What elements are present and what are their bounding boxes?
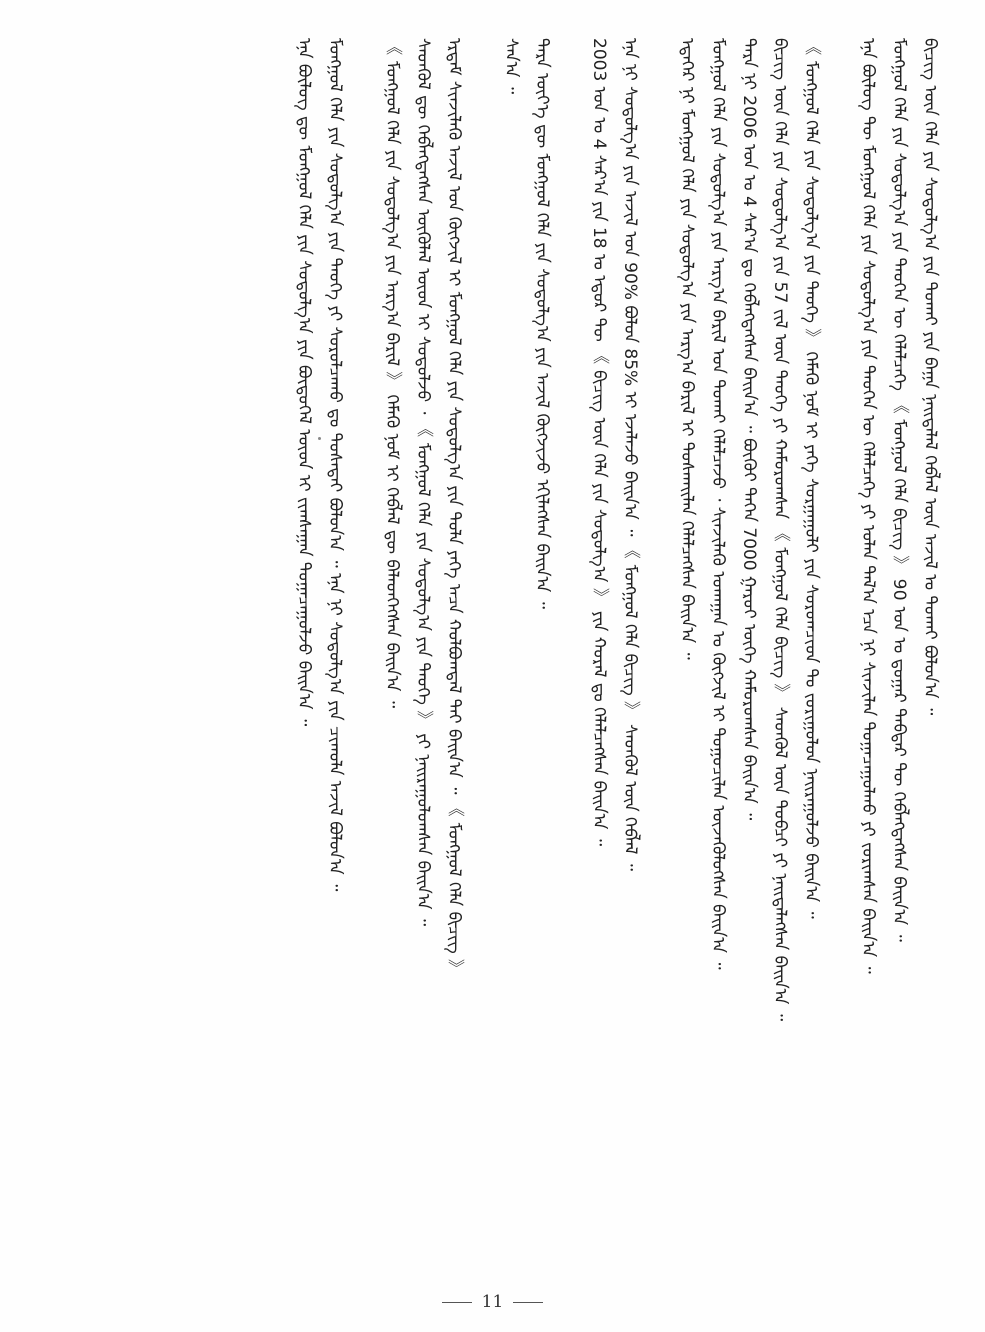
text-column-4: 《 ᠮᠣᠩᠭᠣᠯ ᠬᠡᠯᠡ ᠶᠢᠨ ᠰᠤᠳᠤᠯᠭ᠎ᠠ ᠶᠢᠨ ᠲᠡᠦᠬᠡ 》 ᠬᠡᠮᠡᠬᠦ ᠨᠣᠮ ᠢ ᠶᠡᠬᠡ ᠰᠤᠷᠭᠠᠭᠤᠯᠢ ᠶᠢᠨ ᠰᠤᠷᠤᠭᠴᠢᠳ ᠲᠤ ᠵᠣᠷᠢᠭᠤᠯᠤᠨ ᠨᠠᠢᠷᠠᠭᠤᠯᠵᠤ ᠪᠠᠢᠨ᠎ᠠ ᠃ — [801, 38, 821, 919]
text-column-6: ᠲᠡᠷᠡ ᠨᠢ 2006 ᠣᠨ ᠤ 4 ᠰᠠᠷ᠎ᠠ ᠳᠤ ᠬᠡᠪᠯᠡᠭᠳᠡᠭᠰᠡᠨ ᠪᠠᠢᠨ᠎ᠠ ᠃ ᠪᠦᠬᠦᠢ ᠳᠡᠭᠡᠨ 7000 ᠭᠠᠷᠤᠢ ᠦᠭᠡ ᠬᠠᠮᠤᠷᠤᠭᠰᠠᠨ ᠪᠠᠢᠨ᠎ᠠ ᠃ — [739, 38, 759, 821]
page-number-footer — [0, 1292, 985, 1312]
text-column-14: ᠰᠡᠳᠭᠦᠯ ᠳᠦ ᠬᠡᠪᠯᠡᠭᠳᠡᠭᠰᠡᠨ ᠥᠭᠦᠯᠡᠯ ᠦᠳ ᠢ ᠰᠤᠳᠤᠯᠵᠤ ᠂ 《 ᠮᠣᠩᠭᠣᠯ ᠬᠡᠯᠡ ᠶᠢᠨ ᠰᠤᠳᠤᠯᠭ᠎ᠠ ᠶᠢᠨ ᠲᠡᠦᠬᠡ 》 ᠶᠢ ᠨᠠᠢᠷᠠᠭᠤᠯᠤᠭᠰᠠᠨ ᠪᠠᠢᠨ᠎ᠠ ᠃ — [413, 38, 433, 927]
text-column-15: 《 ᠮᠣᠩᠭᠣᠯ ᠬᠡᠯᠡ ᠶᠢᠨ ᠰᠤᠳᠤᠯᠭ᠎ᠠ ᠶᠢᠨ ᠠᠷᠭ᠎ᠠ ᠪᠠᠷᠢᠯ 》 ᠬᠡᠮᠡᠬᠦ ᠨᠣᠮ ᠢ ᠬᠡᠪᠯᠡᠯ ᠳᠦ ᠪᠡᠯᠡᠳᠬᠡᠭᠰᠡᠨ ᠪᠠᠢᠨ᠎ᠠ ᠃ — [382, 38, 402, 709]
text-column-10: 2003 ᠣᠨ ᠤ 4 ᠰᠠᠷ᠎ᠠ ᠶᠢᠨ 18 ᠤ ᠡᠳᠦᠷ ᠲᠦ 《 ᠪᠢᠴᠢᠭ ᠦᠨ ᠬᠡᠯᠡ ᠶᠢᠨ ᠰᠤᠳᠤᠯᠭ᠎ᠠ 》 ᠶᠢᠨ ᠬᠤᠷᠠᠯ ᠳᠤ ᠬᠡᠯᠡᠯᠴᠡᠭᠰᠡᠨ ᠪᠠᠢᠨ᠎ᠠ ᠃ — [589, 38, 609, 847]
left-dash-icon — [442, 1302, 472, 1303]
text-column-11: ᠲᠡᠷᠡ ᠦᠶ᠎ᠡ ᠳᠦ ᠮᠣᠩᠭᠣᠯ ᠬᠡᠯᠡ ᠶᠢᠨ ᠰᠤᠳᠤᠯᠭ᠎ᠠ ᠶᠢᠨ ᠠᠵᠢᠯ ᠬᠥᠭᠵᠢᠵᠦ ᠡᠬᠢᠯᠡᠭᠰᠡᠨ ᠪᠠᠢᠨ᠎ᠠ ᠃ — [532, 38, 552, 609]
text-column-13: ᠡᠷᠳᠡᠮ ᠰᠢᠨᠵᠢᠯᠡᠬᠦ ᠠᠵᠢᠯ ᠤᠨ ᠬᠥᠭᠵᠢᠯ ᠢ ᠮᠣᠩᠭᠣᠯ ᠬᠡᠯᠡ ᠶᠢᠨ ᠰᠤᠳᠤᠯᠭ᠎ᠠ ᠶᠢᠨ ᠲᠤᠯᠠ ᠶᠡᠬᠡ ᠠᠴᠠ ᠬᠣᠯᠪᠣᠭᠳᠠᠯ ᠲᠠᠢ ᠪᠠᠢᠨ᠎ᠠ ᠃ 《 ᠮᠣᠩᠭᠣᠯ ᠬᠡᠯᠡ ᠪᠢᠴᠢᠭ 》 — [444, 38, 464, 977]
text-column-7: ᠮᠣᠩᠭᠣᠯ ᠬᠡᠯᠡ ᠶᠢᠨ ᠰᠤᠳᠤᠯᠭ᠎ᠠ ᠶᠢᠨ ᠠᠷᠭ᠎ᠠ ᠪᠠᠷᠢᠯ ᠤᠨ ᠲᠤᠬᠠᠢ ᠬᠡᠯᠡᠯᠴᠡᠵᠦ ᠂ ᠰᠢᠨᠵᠢᠯᠡᠬᠦ ᠤᠬᠠᠭᠠᠨ ᠤ ᠬᠥᠭᠵᠢᠯ ᠢ ᠲᠣᠭᠣᠴᠢᠯᠠᠨ ᠦᠵᠡᠭᠦᠯᠦᠭᠰᠡᠨ ᠪᠠᠢᠨ᠎ᠠ ᠃ — [708, 38, 728, 970]
text-column-2: ᠮᠣᠩᠭᠣᠯ ᠬᠡᠯᠡ ᠶᠢᠨ ᠰᠤᠳᠤᠯᠭ᠎ᠠ ᠶᠢᠨ ᠲᠡᠦᠬᠡᠨ ᠦ ᠬᠡᠯᠡᠯᠴᠡᠭᠡ 《 ᠮᠣᠩᠭᠣᠯ ᠬᠡᠯᠡ ᠪᠢᠴᠢᠭ 》 90 ᠣᠨ ᠤ ᠳ᠋ᠤᠭᠠᠷ ᠳᠡᠪᠲᠡᠷ ᠲᠦ ᠬᠡᠪᠯᠡᠭᠳᠡᠭᠰᠡᠨ ᠪᠠᠢᠨ᠎ᠠ ᠃ — [889, 38, 909, 942]
right-dash-icon — [513, 1302, 543, 1303]
text-column-9: ᠡᠨᠡ ᠨᠢ ᠰᠤᠳᠤᠯᠭ᠎ᠠ ᠶᠢᠨ ᠠᠵᠢᠯ ᠤᠨ 90% ᠪᠣᠯᠤᠨ 85% ᠢ ᠡᠵᠡᠯᠡᠵᠦ ᠪᠠᠢᠨ᠎ᠠ ᠃ 《 ᠮᠣᠩᠭᠣᠯ ᠬᠡᠯᠡ ᠪᠢᠴᠢᠭ 》 ᠰᠡᠳᠭᠦᠯ ᠦᠨ ᠬᠡᠪᠯᠡᠯ ᠃ — [620, 38, 640, 871]
text-column-16: ᠮᠣᠩᠭᠣᠯ ᠬᠡᠯᠡ ᠶᠢᠨ ᠰᠤᠳᠤᠯᠭ᠎ᠠ ᠶᠢᠨ ᠲᠡᠦᠬᠡ ᠶᠢ ᠰᠤᠷᠤᠯᠴᠠᠬᠤ ᠳᠤ ᠲᠤᠰᠠᠲᠠᠢ ᠪᠣᠯᠤᠨ᠎ᠠ ᠃ ᠡᠨᠡ ᠨᠢ ᠰᠤᠳᠤᠯᠭ᠎ᠠ ᠶᠢᠨ ᠴᠢᠬᠤᠯᠠ ᠠᠵᠢᠯ ᠪᠣᠯᠤᠨ᠎ᠠ ᠃ — [325, 38, 345, 892]
text-columns — [40, 38, 945, 1250]
text-column-12: ᠰᠠᠨ᠎ᠠ ᠃ — [501, 38, 521, 95]
text-column-8: ᠡᠳᠡᠭᠡᠷ ᠨᠢ ᠮᠣᠩᠭᠣᠯ ᠬᠡᠯᠡ ᠶᠢᠨ ᠰᠤᠳᠤᠯᠭ᠎ᠠ ᠶᠢᠨ ᠠᠷᠭ᠎ᠠ ᠪᠠᠷᠢᠯ ᠢ ᠲᠤᠰᠬᠠᠢᠯᠠᠨ ᠬᠡᠯᠡᠯᠴᠡᠭᠰᠡᠨ ᠪᠠᠢᠨ᠎ᠠ ᠃ — [677, 38, 697, 660]
text-column-3: ᠡᠨᠡ ᠪᠦᠯᠦᠭ ᠲᠦ ᠮᠣᠩᠭᠣᠯ ᠬᠡᠯᠡ ᠶᠢᠨ ᠰᠤᠳᠤᠯᠭ᠎ᠠ ᠶᠢᠨ ᠲᠡᠦᠬᠡᠨ ᠦ ᠬᠡᠯᠡᠯᠴᠡᠭᠡ ᠶᠢ ᠣᠯᠠᠨ ᠲᠠᠯ᠎ᠠ ᠡᠴᠡ ᠨᠢ ᠰᠢᠨᠵᠢᠯᠡᠨ ᠲᠣᠭᠠᠴᠠᠭᠤᠯᠬᠤ ᠶᠢ ᠵᠣᠷᠢᠭᠰᠠᠨ ᠪᠠᠢᠨ᠎ᠠ ᠃ — [858, 38, 878, 974]
text-column-17: ᠡᠨᠡ ᠪᠦᠯᠦᠭ ᠳᠦ ᠮᠣᠩᠭᠣᠯ ᠬᠡᠯᠡ ᠶᠢᠨ ᠰᠤᠳᠤᠯᠭ᠎ᠠ ᠶᠢᠨ ᠪᠦᠲᠦᠭᠡᠯ ᠦᠳ ᠢ ᠵᠢᠭᠰᠠᠭᠠᠨ ᠲᠣᠭᠠᠴᠠᠭᠤᠯᠵᠤ ᠪᠠᠢᠨ᠎ᠠ ᠃ — [294, 38, 314, 727]
text-column-5: ᠪᠢᠴᠢᠭ ᠦᠨ ᠬᠡᠯᠡ ᠶᠢᠨ ᠰᠤᠳᠤᠯᠭ᠎ᠠ ᠶᠢᠨ 57 ᠵᠢᠯ ᠦᠨ ᠲᠡᠦᠬᠡ ᠶᠢ ᠬᠠᠮᠤᠷᠤᠭᠰᠠᠨ 《 ᠮᠣᠩᠭᠣᠯ ᠬᠡᠯᠡ ᠪᠢᠴᠢᠭ 》 ᠰᠡᠳᠭᠦᠯ ᠦᠨ ᠲᠣᠪᠴᠢ ᠶᠢ ᠨᠡᠢᠲᠡᠯᠡᠭᠰᠡᠨ ᠪᠠᠢᠨ᠎ᠠ ᠃ — [770, 38, 790, 1022]
stray-dot-mark — [318, 437, 321, 440]
page-number: 11 — [481, 1292, 504, 1312]
text-column-1: ᠪᠢᠴᠢᠭ ᠦᠨ ᠬᠡᠯᠡ ᠶᠢᠨ ᠰᠤᠳᠤᠯᠭ᠎ᠠ ᠶᠢᠨ ᠲᠤᠬᠠᠢ ᠶᠢᠨ ᠪᠠᠭᠠ ᠨᠡᠢᠲᠡᠯᠡᠯ ᠬᠡᠪᠯᠡᠯ ᠦᠨ ᠠᠵᠢᠯ ᠤ ᠲᠤᠬᠠᠢ ᠪᠣᠯᠤᠨ᠎ᠠ ᠃ — [920, 38, 940, 716]
